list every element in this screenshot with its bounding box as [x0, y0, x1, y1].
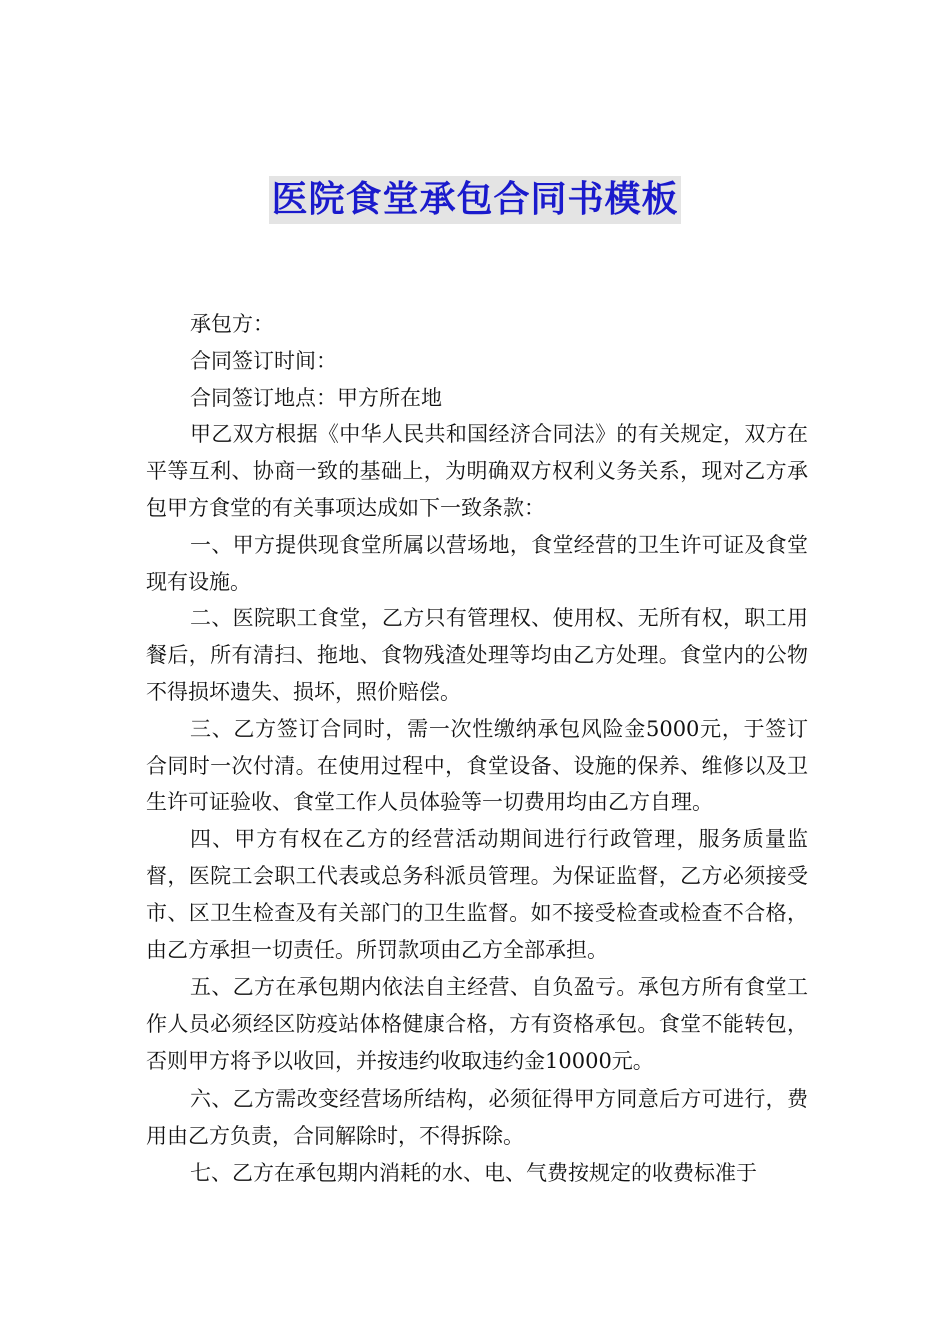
- document-title: 医院食堂承包合同书模板: [269, 176, 680, 224]
- title-container: [0, 176, 950, 224]
- clause-5: 五、乙方在承包期内依法自主经营、自负盈亏。承包方所有食堂工作人员必须经区防疫站体格健康合格，方有资格承包。食堂不能转包，否则甲方将予以收回，并按违约收取违约金10000元。: [146, 975, 808, 1073]
- clause-4: 四、甲方有权在乙方的经营活动期间进行行政管理，服务质量监督，医院工会职工代表或总务科派员管理。为保证监督，乙方必须接受市、区卫生检查及有关部门的卫生监督。如不接受检查或检查不合格，由乙方承担一切责任。所罚款项由乙方全部承担。: [146, 827, 808, 962]
- preamble-paragraph: 甲乙双方根据《中华人民共和国经济合同法》的有关规定，双方在平等互利、协商一致的基础上，为明确双方权利义务关系，现对乙方承包甲方食堂的有关事项达成如下一致条款：: [146, 422, 808, 520]
- signing-place-line: 合同签订地点：甲方所在地: [190, 385, 442, 410]
- clause-7: 七、乙方在承包期内消耗的水、电、气费按规定的收费标准于: [190, 1161, 757, 1186]
- party-line: 承包方：: [190, 312, 274, 336]
- signing-time-line: 合同签订时间：: [190, 348, 337, 373]
- clause-1: 一、甲方提供现食堂所属以营场地，食堂经营的卫生许可证及食堂现有设施。: [146, 532, 808, 594]
- clause-2: 二、医院职工食堂，乙方只有管理权、使用权、无所有权，职工用餐后，所有清扫、拖地、食物残渣处理等均由乙方处理。食堂内的公物不得损坏遗失、损坏，照价赔偿。: [146, 606, 808, 704]
- document-body: [146, 306, 808, 1192]
- clause-6: 六、乙方需改变经营场所结构，必须征得甲方同意后方可进行，费用由乙方负责，合同解除时，不得拆除。: [146, 1086, 808, 1148]
- clause-3: 三、乙方签订合同时，需一次性缴纳承包风险金5000元，于签订合同时一次付清。在使用过程中，食堂设备、设施的保养、维修以及卫生许可证验收、食堂工作人员体验等一切费用均由乙方自理。: [146, 716, 808, 815]
